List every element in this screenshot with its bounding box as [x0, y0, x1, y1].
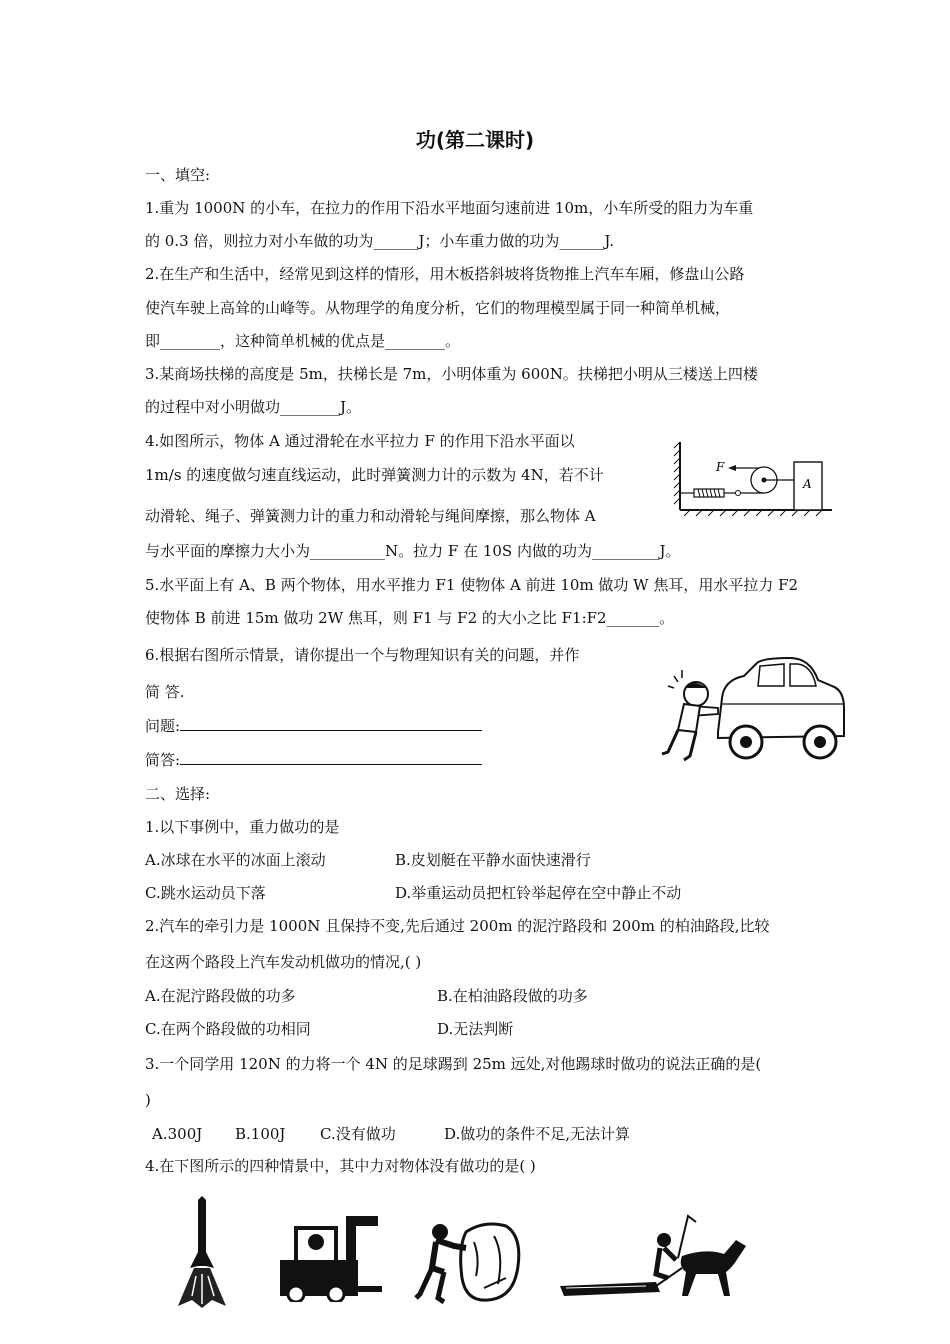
q6-question-blank[interactable]: [180, 715, 482, 731]
forklift-load: [356, 1216, 378, 1226]
forklift-driver: [308, 1234, 324, 1250]
q5-line2: 使物体 B 前进 15m 做功 2W 焦耳，则 F1 与 F2 的大小之比 F1:F2_______。: [145, 609, 675, 627]
q4-line1: 4.如图所示，物体 A 通过滑轮在水平拉力 F 的作用下沿水平面以: [145, 432, 575, 450]
q3-line2: 的过程中对小明做功________J。: [145, 398, 362, 416]
section-heading-choice: 二、选择:: [145, 785, 211, 803]
q5-line1: 5.水平面上有 A、B 两个物体，用水平推力 F1 使物体 A 前进 10m 做功 W 焦耳，用水平拉力 F2: [145, 576, 799, 594]
c3-line2: ): [145, 1091, 151, 1109]
c3-option-b[interactable]: B.100J: [235, 1125, 286, 1143]
horse: [681, 1240, 746, 1296]
boulder: [461, 1224, 519, 1300]
c1-option-d[interactable]: D.举重运动员把杠铃举起停在空中静止不动: [395, 884, 682, 902]
q6-line2: 简 答.: [145, 683, 185, 701]
force-label: F: [716, 460, 725, 474]
q3-line1: 3.某商场扶梯的高度是 5m，扶梯长是 7m，小明体重为 600N。扶梯把小明从三楼送上四楼: [145, 365, 758, 383]
q4-line4: 与水平面的摩擦力大小为__________N。拉力 F 在 10S 内做的功为_________J。: [145, 542, 681, 560]
c3-option-c[interactable]: C.没有做功: [320, 1125, 396, 1143]
pushing-rock-picture: [414, 1218, 522, 1306]
boy-torso: [678, 704, 700, 732]
c1-option-c[interactable]: C.跳水运动员下落: [145, 884, 266, 902]
c2-option-c[interactable]: C.在两个路段做的功相同: [145, 1020, 311, 1038]
q6-line1: 6.根据右图所示情景，请你提出一个与物理知识有关的问题，并作: [145, 646, 580, 664]
pulley-diagram: [672, 438, 834, 518]
horse-drawing-log-picture: [556, 1212, 752, 1308]
c1-option-b[interactable]: B.皮划艇在平静水面快速滑行: [395, 851, 591, 869]
forklift-picture: [276, 1214, 384, 1302]
c2-line1: 2.汽车的牵引力是 1000N 且保持不变,先后通过 200m 的泥泞路段和 200m 的柏油路段,比较: [145, 917, 770, 935]
q2-line3: 即________，这种简单机械的优点是________。: [145, 332, 461, 350]
log: [560, 1282, 660, 1296]
force-arrowhead: [728, 465, 736, 471]
q6-answer-blank[interactable]: [180, 749, 482, 765]
pusher-head: [432, 1224, 448, 1240]
c1-option-a[interactable]: A.冰球在水平的冰面上滚动: [145, 851, 326, 869]
q6-answer-label: 简答:: [145, 751, 181, 769]
section-heading-fill: 一、填空:: [145, 166, 211, 184]
c2-option-b[interactable]: B.在柏油路段做的功多: [437, 987, 588, 1005]
hook-ring: [736, 491, 741, 496]
front-hub: [740, 736, 752, 748]
q2-line2: 使汽车驶上高耸的山峰等。从物理学的角度分析，它们的物理模型属于同一种简单机械，: [145, 299, 731, 317]
forklift-mast: [346, 1216, 356, 1296]
driver-head: [657, 1233, 671, 1247]
boy-legs: [662, 730, 696, 760]
c1-stem: 1.以下事例中，重力做功的是: [145, 818, 340, 836]
car-window-front: [758, 664, 784, 686]
block-a-label: A: [803, 477, 812, 491]
q6-question-row: [145, 715, 482, 736]
sweat-marks: [668, 670, 682, 688]
forklift-wheel-rear: [328, 1286, 344, 1302]
pulley-axle: [762, 478, 767, 483]
boy-pushing-car-figure: [660, 652, 848, 770]
c2-option-d[interactable]: D.无法判断: [437, 1020, 514, 1038]
c4-stem: 4.在下图所示的四种情景中，其中力对物体没有做功的是( ): [145, 1157, 536, 1175]
c3-option-a[interactable]: A.300J: [152, 1125, 203, 1143]
q6-question-label: 问题:: [145, 717, 181, 735]
c2-option-a[interactable]: A.在泥泞路段做的功多: [145, 987, 296, 1005]
rocket-body: [198, 1196, 206, 1266]
forklift-forks: [356, 1286, 382, 1292]
c3-option-d[interactable]: D.做功的条件不足,无法计算: [444, 1125, 631, 1143]
q4-line2: 1m/s 的速度做匀速直线运动，此时弹簧测力计的示数为 4N，若不计: [145, 466, 604, 484]
driver-whip: [678, 1216, 696, 1258]
q1-line2: 的 0.3 倍，则拉力对小车做的功为______J；小车重力做的功为______J.: [145, 232, 615, 250]
c2-line2: 在这两个路段上汽车发动机做功的情况,( ): [145, 953, 422, 971]
rear-hub: [814, 736, 826, 748]
forklift-wheel-front: [288, 1286, 304, 1302]
c3-line1: 3.一个同学用 120N 的力将一个 4N 的足球踢到 25m 远处,对他踢球时做功的说法正确的是(: [145, 1055, 762, 1073]
q2-line1: 2.在生产和生活中，经常见到这样的情形，用木板搭斜坡将货物推上汽车车厢，修盘山公路: [145, 265, 745, 283]
q6-answer-row: [145, 749, 482, 770]
rocket-launch-picture: [172, 1196, 232, 1308]
page-title: 功(第二课时): [415, 128, 535, 152]
q4-line3: 动滑轮、绳子、弹簧测力计的重力和动滑轮与绳间摩擦，那么物体 A: [145, 507, 596, 525]
q1-line1: 1.重为 1000N 的小车，在拉力的作用下沿水平地面匀速前进 10m，小车所受的阻力为车重: [145, 199, 754, 217]
